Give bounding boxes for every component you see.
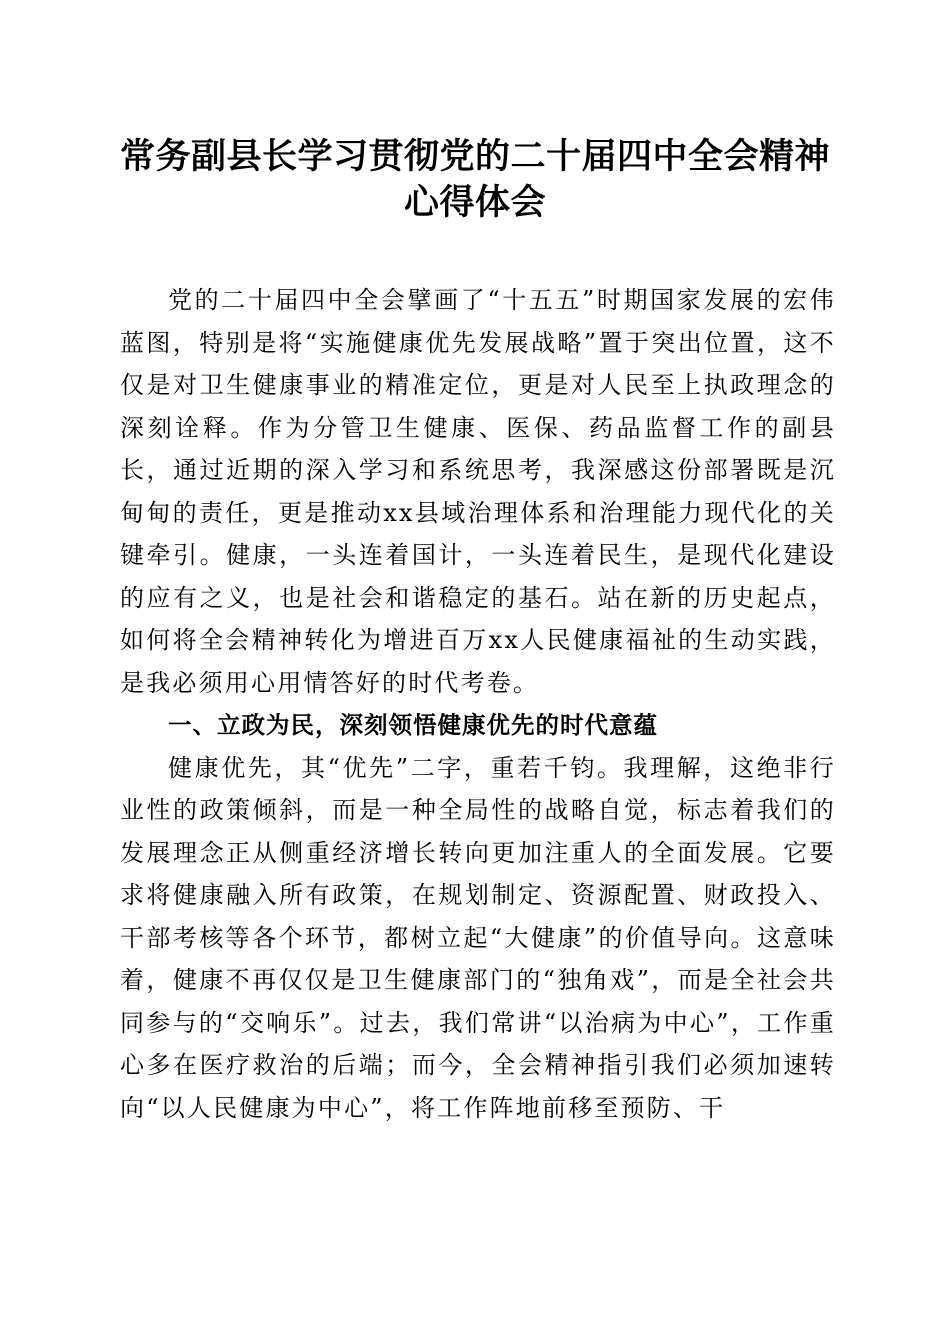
section-1-paragraph: 健康优先，其“优先”二字，重若千钧。我理解，这绝非行业性的政策倾斜，而是一种全局性的战略自觉，标志着我们的发展理念正从侧重经济增长转向更加注重人的全面发展。它要求将健康融入所有政策，在规划制定、资源配置、财政投入、干部考核等各个环节，都树立起“大健康”的价值导向。这意味着，健康不再仅仅是卫生健康部门的“独角戏”，而是全社会共同参与的“交响乐”。过去，我们常讲“以治病为中心”，工作重心多在医疗救治的后端；而今，全会精神指引我们必须加速转向“以人民健康为中心”，将工作阵地前移至预防、干 <box>120 753 836 1122</box>
document-title <box>100 134 850 226</box>
title-line-1: 常务副县长学习贯彻党的二十届四中全会精神 <box>119 136 830 177</box>
document-body <box>120 279 836 1129</box>
intro-paragraph: 党的二十届四中全会擘画了“十五五”时期国家发展的宏伟蓝图，特别是将“实施健康优先发展战略”置于突出位置，这不仅是对卫生健康事业的精准定位，更是对人民至上执政理念的深刻诠释。作为分管卫生健康、医保、药品监督工作的副县长，通过近期的深入学习和系统思考，我深感这份部署既是沉甸甸的责任，更是推动xx县域治理体系和治理能力现代化的关键牵引。健康，一头连着国计，一头连着民生，是现代化建设的应有之义，也是社会和谐稳定的基石。站在新的历史起点，如何将全会精神转化为增进百万xx人民健康福祉的生动实践，是我必须用心用情答好的时代考卷。 <box>120 286 836 697</box>
title-line-2: 心得体会 <box>403 182 546 223</box>
section-heading-1: 一、立政为民，深刻领悟健康优先的时代意蕴 <box>168 711 658 739</box>
